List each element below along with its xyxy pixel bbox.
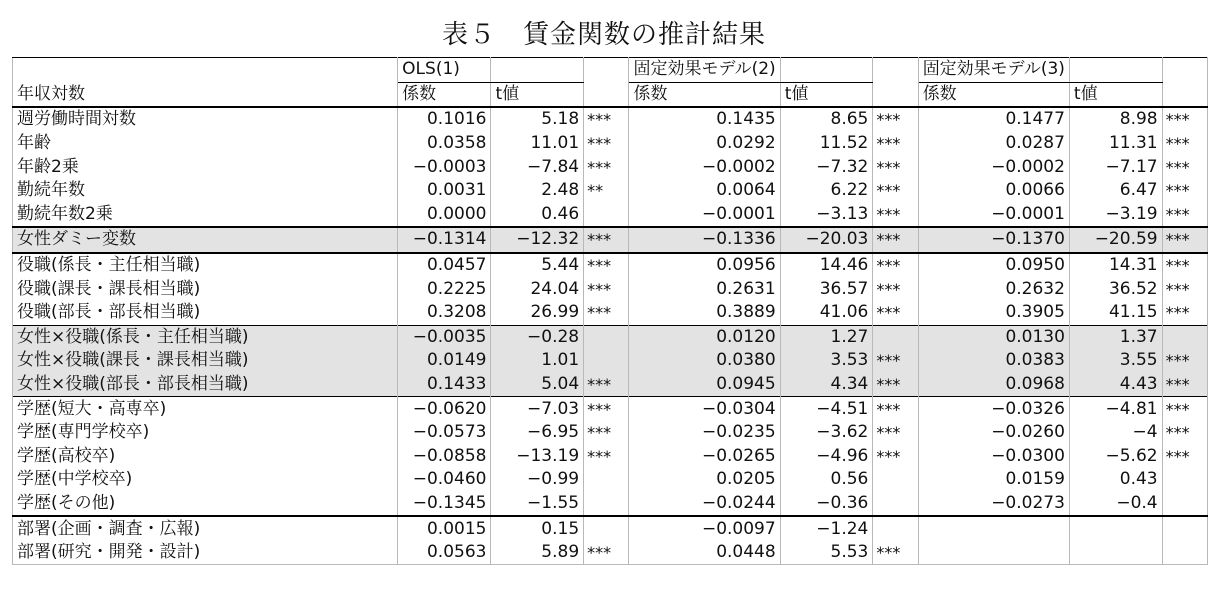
significance-cell	[584, 325, 629, 349]
significance-cell: **	[584, 179, 629, 203]
value-cell: 26.99	[491, 301, 584, 325]
header-star-fe2	[873, 82, 918, 107]
significance-cell: ***	[1162, 107, 1207, 132]
row-label: 年齢	[13, 132, 398, 156]
significance-cell	[584, 468, 629, 492]
row-label: 学歴(専門学校卒)	[13, 421, 398, 445]
value-cell: 3.55	[1069, 349, 1162, 373]
significance-cell: ***	[1162, 277, 1207, 301]
row-label: 勤続年数2乗	[13, 203, 398, 228]
row-label: 役職(課長・課長相当職)	[13, 277, 398, 301]
row-label: 学歴(短大・高専卒)	[13, 397, 398, 421]
value-cell: −5.62	[1069, 445, 1162, 469]
value-cell: 0.43	[1069, 468, 1162, 492]
table-row	[13, 253, 1208, 278]
value-cell: 0.0563	[398, 541, 491, 565]
header-row-groups	[13, 58, 1208, 83]
header-group-fe3-star	[1162, 58, 1207, 83]
value-cell: 0.2225	[398, 277, 491, 301]
header-empty-cell	[13, 58, 398, 83]
significance-cell: ***	[584, 155, 629, 179]
value-cell: 4.43	[1069, 373, 1162, 397]
value-cell: 24.04	[491, 277, 584, 301]
significance-cell: ***	[1162, 155, 1207, 179]
value-cell: 5.18	[491, 107, 584, 132]
significance-cell: ***	[873, 445, 918, 469]
significance-cell: ***	[873, 373, 918, 397]
value-cell: 0.0159	[918, 468, 1069, 492]
row-label: 女性×役職(課長・課長相当職)	[13, 349, 398, 373]
value-cell: 0.1477	[918, 107, 1069, 132]
value-cell: −0.0326	[918, 397, 1069, 421]
value-cell: 0.0130	[918, 325, 1069, 349]
table-row	[13, 277, 1208, 301]
header-group-fe3-span	[1069, 58, 1162, 83]
value-cell: 0.0448	[629, 541, 780, 565]
significance-cell: ***	[584, 397, 629, 421]
value-cell: −0.28	[491, 325, 584, 349]
table-row	[13, 468, 1208, 492]
significance-cell: ***	[873, 132, 918, 156]
significance-cell	[584, 203, 629, 228]
header-coef-ols: 係数	[398, 82, 491, 107]
value-cell	[1069, 516, 1162, 541]
table-row	[13, 325, 1208, 349]
value-cell: 5.44	[491, 253, 584, 278]
significance-cell: ***	[1162, 253, 1207, 278]
value-cell: 0.0066	[918, 179, 1069, 203]
header-row-columns	[13, 82, 1208, 107]
significance-cell: ***	[873, 421, 918, 445]
significance-cell	[1162, 516, 1207, 541]
value-cell: −0.0244	[629, 492, 780, 517]
significance-cell	[1162, 468, 1207, 492]
header-group-ols: OLS(1)	[398, 58, 491, 83]
value-cell: 0.0956	[629, 253, 780, 278]
value-cell: −1.24	[780, 516, 873, 541]
value-cell: 0.0292	[629, 132, 780, 156]
significance-cell	[1162, 325, 1207, 349]
row-label: 学歴(中学校卒)	[13, 468, 398, 492]
value-cell: −0.99	[491, 468, 584, 492]
significance-cell	[873, 468, 918, 492]
value-cell: −0.0300	[918, 445, 1069, 469]
table-row	[13, 492, 1208, 517]
row-label: 女性×役職(部長・部長相当職)	[13, 373, 398, 397]
value-cell: −0.1314	[398, 227, 491, 253]
value-cell: −4.96	[780, 445, 873, 469]
header-group-fe2-star	[873, 58, 918, 83]
table-row	[13, 155, 1208, 179]
value-cell: 6.22	[780, 179, 873, 203]
table-title: 表５ 賃金関数の推計結果	[441, 20, 766, 50]
value-cell: 0.0358	[398, 132, 491, 156]
row-label: 部署(研究・開発・設計)	[13, 541, 398, 565]
value-cell: 8.98	[1069, 107, 1162, 132]
header-star-fe3	[1162, 82, 1207, 107]
significance-cell: ***	[584, 227, 629, 253]
table-row	[13, 179, 1208, 203]
value-cell: −0.0304	[629, 397, 780, 421]
significance-cell: ***	[873, 253, 918, 278]
value-cell: 0.3889	[629, 301, 780, 325]
value-cell: −4.81	[1069, 397, 1162, 421]
value-cell: −7.03	[491, 397, 584, 421]
significance-cell: ***	[873, 203, 918, 228]
row-label: 学歴(その他)	[13, 492, 398, 517]
value-cell: 0.3905	[918, 301, 1069, 325]
table-row	[13, 301, 1208, 325]
value-cell: 0.15	[491, 516, 584, 541]
value-cell: −0.1336	[629, 227, 780, 253]
value-cell: −0.1370	[918, 227, 1069, 253]
value-cell: −0.0620	[398, 397, 491, 421]
value-cell: 0.0380	[629, 349, 780, 373]
value-cell: 3.53	[780, 349, 873, 373]
value-cell: −0.0858	[398, 445, 491, 469]
value-cell: −0.4	[1069, 492, 1162, 517]
table-row	[13, 541, 1208, 565]
table-row	[13, 373, 1208, 397]
significance-cell: ***	[1162, 397, 1207, 421]
significance-cell: ***	[1162, 421, 1207, 445]
value-cell: 0.0000	[398, 203, 491, 228]
value-cell: 4.34	[780, 373, 873, 397]
value-cell: −20.03	[780, 227, 873, 253]
table-row	[13, 397, 1208, 421]
value-cell: −4	[1069, 421, 1162, 445]
row-label: 女性×役職(係長・主任相当職)	[13, 325, 398, 349]
row-label: 女性ダミー変数	[13, 227, 398, 253]
value-cell: 14.46	[780, 253, 873, 278]
significance-cell: ***	[584, 373, 629, 397]
header-star-ols	[584, 82, 629, 107]
header-group-fe2: 固定効果モデル(2)	[629, 58, 780, 83]
value-cell: −0.0097	[629, 516, 780, 541]
significance-cell: ***	[584, 445, 629, 469]
row-label: 年齢2乗	[13, 155, 398, 179]
value-cell: 0.0205	[629, 468, 780, 492]
value-cell: 0.0031	[398, 179, 491, 203]
value-cell: 0.0950	[918, 253, 1069, 278]
value-cell: 11.01	[491, 132, 584, 156]
significance-cell	[584, 516, 629, 541]
value-cell: −1.55	[491, 492, 584, 517]
value-cell: 14.31	[1069, 253, 1162, 278]
significance-cell	[1162, 541, 1207, 565]
significance-cell	[873, 516, 918, 541]
significance-cell: ***	[1162, 301, 1207, 325]
value-cell: 0.3208	[398, 301, 491, 325]
value-cell: 1.37	[1069, 325, 1162, 349]
significance-cell	[1162, 492, 1207, 517]
value-cell: 6.47	[1069, 179, 1162, 203]
value-cell: −0.0003	[398, 155, 491, 179]
row-label: 週労働時間対数	[13, 107, 398, 132]
value-cell: −0.36	[780, 492, 873, 517]
significance-cell	[584, 349, 629, 373]
significance-cell: ***	[584, 253, 629, 278]
significance-cell: ***	[873, 155, 918, 179]
value-cell: 41.15	[1069, 301, 1162, 325]
significance-cell: ***	[1162, 203, 1207, 228]
value-cell: −0.0002	[629, 155, 780, 179]
significance-cell: ***	[1162, 132, 1207, 156]
header-coef-fe2: 係数	[629, 82, 780, 107]
value-cell: 0.0383	[918, 349, 1069, 373]
value-cell: −0.1345	[398, 492, 491, 517]
significance-cell: ***	[584, 541, 629, 565]
value-cell: 0.0064	[629, 179, 780, 203]
value-cell: −3.62	[780, 421, 873, 445]
header-t-fe3: t値	[1069, 82, 1162, 107]
significance-cell: ***	[1162, 349, 1207, 373]
value-cell: −0.0035	[398, 325, 491, 349]
value-cell: 5.04	[491, 373, 584, 397]
significance-cell: ***	[873, 349, 918, 373]
value-cell: 0.1435	[629, 107, 780, 132]
value-cell: 0.46	[491, 203, 584, 228]
value-cell: 36.52	[1069, 277, 1162, 301]
value-cell: −20.59	[1069, 227, 1162, 253]
significance-cell: ***	[1162, 227, 1207, 253]
significance-cell: ***	[584, 301, 629, 325]
significance-cell: ***	[873, 541, 918, 565]
significance-cell: ***	[1162, 373, 1207, 397]
value-cell: −0.0002	[918, 155, 1069, 179]
value-cell: −6.95	[491, 421, 584, 445]
value-cell: −0.0260	[918, 421, 1069, 445]
value-cell: 11.31	[1069, 132, 1162, 156]
value-cell: 0.56	[780, 468, 873, 492]
value-cell: −0.0460	[398, 468, 491, 492]
significance-cell	[584, 492, 629, 517]
table-row	[13, 203, 1208, 228]
value-cell: −0.0265	[629, 445, 780, 469]
significance-cell: ***	[873, 277, 918, 301]
header-group-fe2-span	[780, 58, 873, 83]
table-row	[13, 132, 1208, 156]
table-row	[13, 107, 1208, 132]
value-cell: −7.17	[1069, 155, 1162, 179]
row-label: 部署(企画・調査・広報)	[13, 516, 398, 541]
significance-cell: ***	[873, 397, 918, 421]
row-label: 学歴(高校卒)	[13, 445, 398, 469]
value-cell: 11.52	[780, 132, 873, 156]
value-cell	[1069, 541, 1162, 565]
significance-cell: ***	[873, 107, 918, 132]
value-cell: 36.57	[780, 277, 873, 301]
value-cell: 0.2632	[918, 277, 1069, 301]
value-cell: 0.0457	[398, 253, 491, 278]
significance-cell	[873, 325, 918, 349]
value-cell	[918, 516, 1069, 541]
value-cell: 0.2631	[629, 277, 780, 301]
significance-cell: ***	[873, 227, 918, 253]
significance-cell: ***	[584, 421, 629, 445]
significance-cell: ***	[873, 301, 918, 325]
value-cell: 0.0287	[918, 132, 1069, 156]
table-row	[13, 227, 1208, 253]
value-cell: 5.89	[491, 541, 584, 565]
value-cell: 1.27	[780, 325, 873, 349]
row-label: 勤続年数	[13, 179, 398, 203]
table-row	[13, 421, 1208, 445]
header-t-ols: t値	[491, 82, 584, 107]
value-cell: 0.0149	[398, 349, 491, 373]
table-row	[13, 516, 1208, 541]
significance-cell	[873, 492, 918, 517]
header-group-ols-span	[491, 58, 584, 83]
value-cell: −0.0001	[629, 203, 780, 228]
significance-cell: ***	[584, 107, 629, 132]
value-cell: 0.0015	[398, 516, 491, 541]
row-label: 役職(係長・主任相当職)	[13, 253, 398, 278]
value-cell: 1.01	[491, 349, 584, 373]
value-cell	[918, 541, 1069, 565]
header-group-ols-star	[584, 58, 629, 83]
value-cell: −3.13	[780, 203, 873, 228]
value-cell: −13.19	[491, 445, 584, 469]
significance-cell: ***	[873, 179, 918, 203]
regression-table	[12, 57, 1208, 565]
header-group-fe3: 固定効果モデル(3)	[918, 58, 1069, 83]
significance-cell: ***	[1162, 445, 1207, 469]
value-cell: −12.32	[491, 227, 584, 253]
value-cell: 0.0968	[918, 373, 1069, 397]
value-cell: −4.51	[780, 397, 873, 421]
header-coef-fe3: 係数	[918, 82, 1069, 107]
significance-cell: ***	[584, 132, 629, 156]
value-cell: 8.65	[780, 107, 873, 132]
value-cell: −7.32	[780, 155, 873, 179]
value-cell: −0.0001	[918, 203, 1069, 228]
value-cell: 0.1016	[398, 107, 491, 132]
value-cell: −0.0273	[918, 492, 1069, 517]
significance-cell: ***	[1162, 179, 1207, 203]
value-cell: 2.48	[491, 179, 584, 203]
value-cell: −0.0235	[629, 421, 780, 445]
value-cell: −3.19	[1069, 203, 1162, 228]
value-cell: 5.53	[780, 541, 873, 565]
value-cell: −7.84	[491, 155, 584, 179]
row-label: 役職(部長・部長相当職)	[13, 301, 398, 325]
value-cell: 0.0945	[629, 373, 780, 397]
header-t-fe2: t値	[780, 82, 873, 107]
table-row	[13, 445, 1208, 469]
value-cell: −0.0573	[398, 421, 491, 445]
table-row	[13, 349, 1208, 373]
value-cell: 41.06	[780, 301, 873, 325]
value-cell: 0.1433	[398, 373, 491, 397]
header-row-label: 年収対数	[13, 82, 398, 107]
value-cell: 0.0120	[629, 325, 780, 349]
significance-cell: ***	[584, 277, 629, 301]
